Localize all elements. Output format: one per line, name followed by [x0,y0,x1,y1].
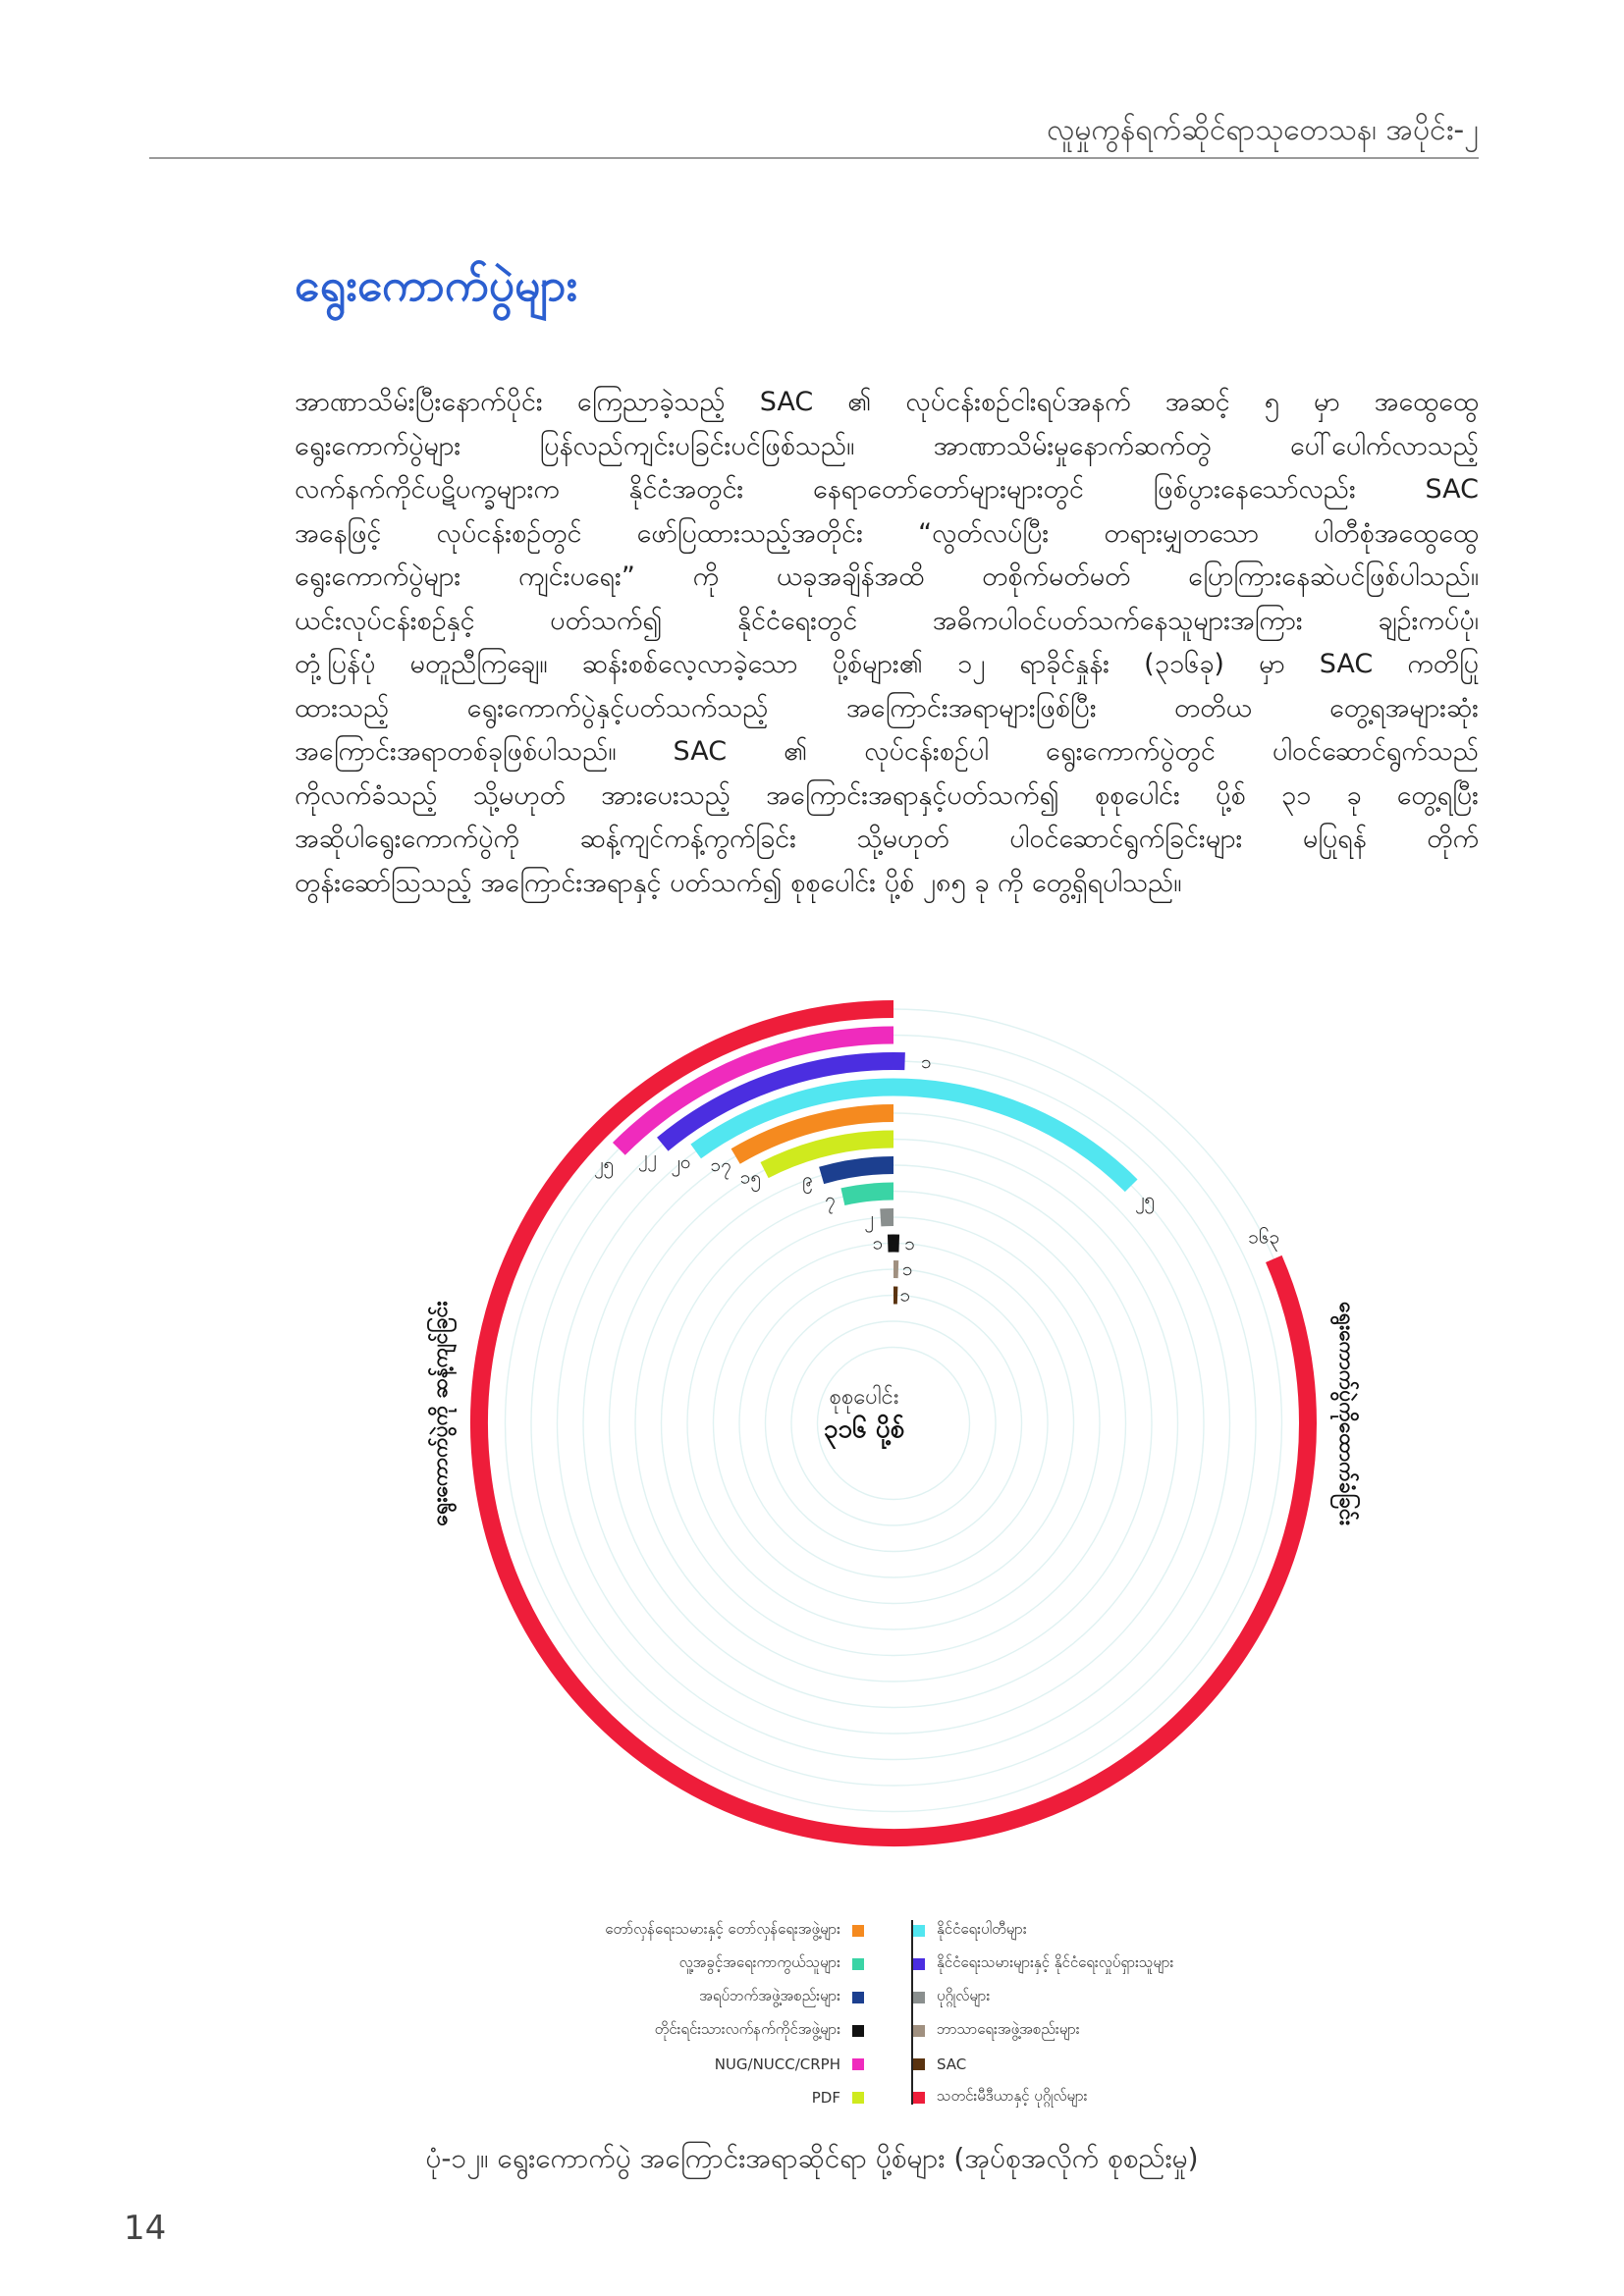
value-label-oppose: ၁ [872,1232,884,1255]
legend-swatch [852,2058,864,2070]
radial-bar-chart [393,982,1359,1885]
value-label-oppose: ၂ [864,1207,874,1229]
bar-oppose [842,1192,893,1198]
body-line: လက်နက်ကိုင်ပဋိပက္ခများက နိုင်ငံအတွင်း နေရာတော်တော်များများတွင် ဖြစ်ပွားနေသော်လည်း SAC [295,474,1479,505]
legend-label: ဘာသာရေးအဖွဲ့အစည်းများ [937,2020,1080,2038]
legend-label: သတင်းမီဒီယာနှင့် ပုဂ္ဂိုလ်များ [937,2087,1088,2105]
legend-label: တော်လှန်ရေးသမားနှင့် တော်လှန်ရေးအဖွဲ့များ [605,1920,840,1938]
legend-item [913,2014,1173,2048]
value-label-oppose: ၁၆၃ [1248,1226,1280,1249]
legend-item [913,2081,1173,2114]
body-line: ကိုလက်ခံသည့် သို့မဟုတ် အားပေးသည့် အကြောင်းအရာနှင့်ပတ်သက်၍ စုစုပေါင်း ပို့စ် ၃၁ ခု တွေ့ရပြီး [295,779,1479,811]
value-label-support: ၁ [904,1232,915,1255]
body-line: အနေဖြင့် လုပ်ငန်းစဉ်တွင် ဖော်ပြထားသည့်အတိုင်း “လွတ်လပ်ပြီး တရားမျှတသော ပါတီစုံအထွေထွေ [295,517,1479,549]
figure-caption: ပုံ-၁၂။ ရွေးကောက်ပွဲ အကြောင်းအရာဆိုင်ရာ ပို့စ်များ (အုပ်စုအလိုက် စုစည်းမှု) [425,2142,1199,2174]
header-rule [149,157,1479,159]
page-number: 14 [124,2209,167,2248]
body-line: အကြောင်းအရာတစ်ခုဖြစ်ပါသည်။ SAC ၏ လုပ်ငန်းစဉ်ပါ ရွေးကောက်ပွဲတွင် ပါဝင်ဆောင်ရွက်သည် [295,736,1479,767]
legend-label: PDF [811,2089,840,2107]
legend-label: နိုင်ငံရေးပါတီများ [937,1920,1027,1938]
legend-item [913,1948,1173,1981]
running-header: လူမှုကွန်ရက်ဆိုင်ရာသုတေသန၊ အပိုင်း-၂ [1047,113,1479,147]
value-label-support: ၂၅ [1135,1189,1156,1211]
value-label-support: ၁ [901,1258,913,1281]
legend-label: SAC [937,2056,967,2073]
legend-swatch [913,2092,925,2104]
value-label-oppose: ၂၂ [637,1146,657,1168]
legend-item [913,1981,1173,2014]
legend-label: လူ့အခွင့်အရေးကာကွယ်သူများ [678,1953,840,1971]
body-line: အာဏာသိမ်းပြီးနောက်ပိုင်း ကြေညာခဲ့သည့် SAC ၏ လုပ်ငန်းစဉ်ငါးရပ်အနက် အဆင့် ၅ မှာ အထွေထွေ [295,387,1479,417]
legend-label: ပုဂ္ဂိုလ်များ [937,1987,991,2004]
legend-item [605,1914,864,1948]
body-line: တုံ့ပြန်ပုံ မတူညီကြချေ။ ဆန်းစစ်လေ့လာခဲ့သော ပို့စ်များ၏ ၁၂ ရာခိုင်နှုန်း (၃၁၆ခု) မှာ SAC ကတိပြု [295,649,1479,679]
value-label-oppose: ၁၇ [710,1153,731,1176]
legend-label: နိုင်ငံရေးသမားများနှင့် နိုင်ငံရေးလှုပ်ရှားသူများ [937,1953,1174,1971]
body-line: ရွေးကောက်ပွဲများ ကျင်းပရေး” ကို ယခုအချိန်အထိ တစိုက်မတ်မတ် ပြောကြားနေဆဲပင်ဖြစ်ပါသည်။ [295,561,1479,592]
legend-swatch [852,1958,864,1970]
legend-label: NUG/NUCC/CRPH [714,2056,840,2073]
body-line: ထားသည့် ရွေးကောက်ပွဲနှင့်ပတ်သက်သည့် အကြောင်းအရာများဖြစ်ပြီး တတိယ တွေ့ရအများဆုံး [295,692,1479,723]
center-value: ၃၁၆ ပို့စ် [823,1415,905,1444]
value-label-support: ၁ [921,1051,932,1073]
legend-swatch [852,2025,864,2037]
body-line: ရွေးကောက်ပွဲများ ပြန်လည်ကျင်းပခြင်းပင်ဖြစ်သည်။ အာဏာသိမ်းမှုနောက်ဆက်တွဲ ပေါ်ပေါက်လာသည့် [295,430,1479,461]
chart-legend [432,1914,1316,2110]
value-label-support: ၁ [899,1284,911,1307]
value-label-oppose: ၂၅ [594,1152,615,1175]
center-label: စုစုပေါင်း [829,1385,899,1410]
legend-label: အရပ်ဘက်အဖွဲ့အစည်းများ [699,1987,840,2004]
legend-swatch [852,2092,864,2104]
legend-swatch [913,2058,925,2070]
legend-item [913,1914,1173,1948]
legend-item [913,2048,1173,2081]
value-label-oppose: ၉ [802,1168,813,1191]
legend-divider [911,1920,913,2105]
legend-label: တိုင်းရင်းသားလက်နက်ကိုင်အဖွဲ့များ [654,2020,840,2038]
value-label-oppose: ၁၅ [739,1166,762,1189]
body-paragraph [295,381,1479,905]
legend-swatch [913,1992,925,2003]
value-label-oppose: ၂၀ [671,1151,691,1174]
legend-item [605,1981,864,2014]
legend-swatch [913,1958,925,1970]
body-line: ယင်းလုပ်ငန်းစဉ်နှင့် ပတ်သက်၍ နိုင်ငံရေးတွင် အဓိကပါဝင်ပတ်သက်နေသူများအကြား ချဉ်းကပ်ပုံ၊ [295,605,1479,636]
legend-item [605,2081,864,2114]
value-label-oppose: ၇ [825,1188,836,1210]
section-title: ရွေးကောက်ပွဲများ [295,258,578,311]
legend-swatch [852,1992,864,2003]
support-axis-label: ရွေးကောက်ပွဲကိုထောက်ခံခြင်း [1335,1302,1359,1525]
legend-item [605,2014,864,2048]
legend-swatch [852,1925,864,1937]
legend-item [605,1948,864,1981]
bar-oppose [822,1165,893,1175]
body-line: အဆိုပါရွေးကောက်ပွဲကို ဆန့်ကျင်ကန့်ကွက်ခြင်း သို့မဟုတ် ပါဝင်ဆောင်ရွက်ခြင်းများ မပြုရန် တိုက် [295,824,1479,854]
legend-right-column [913,1914,1173,2114]
body-line: တွန်းဆော်သြသည့် အကြောင်းအရာနှင့် ပတ်သက်၍ စုစုပေါင်း ပို့စ် ၂၈၅ ခု ကို တွေ့ရှိရပါသည်။ [295,867,1182,898]
legend-left-column [605,1914,864,2114]
legend-swatch [913,2025,925,2037]
legend-item [605,2048,864,2081]
oppose-axis-label: ရွေးကောက်ပွဲကို ဆန့်ကျင်ခြင်း [428,1301,452,1526]
legend-swatch [913,1925,925,1937]
